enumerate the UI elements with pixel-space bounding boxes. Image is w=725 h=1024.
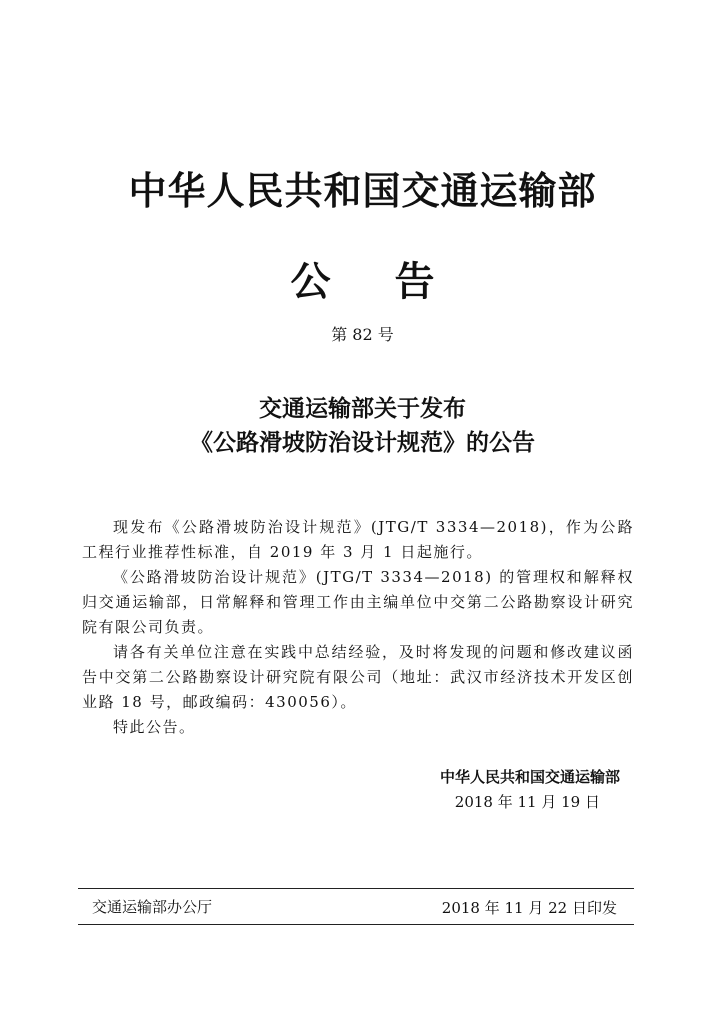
notice-number: 第 82 号 — [331, 325, 394, 344]
notice-title-char-1: 公 — [290, 258, 331, 305]
body-paragraph-4: 特此公告。 — [113, 718, 196, 736]
subject-line-2: 《公路滑坡防治设计规范》的公告 — [190, 429, 535, 456]
notice-title-char-2: 告 — [394, 258, 435, 305]
signature-organization: 中华人民共和国交通运输部 — [439, 768, 620, 786]
body-paragraph-3: 请各有关单位注意在实践中总结经验，及时将发现的问题和修改建议函告中交第二公路勘察设计研究院有限公司（地址：武汉市经济技术开发区创业路 18 号，邮政编码：430056）。 — [82, 643, 634, 711]
signature-date: 2018 年 11 月 19 日 — [454, 793, 600, 811]
notice-title — [0, 250, 725, 307]
body-paragraph-2: 《公路滑坡防治设计规范》(JTG/T 3334—2018) 的管理权和解释权归交通运输部，日常解释和管理工作由主编单位中交第二公路勘察设计研究院有限公司负责。 — [82, 568, 634, 636]
notice-body — [82, 515, 634, 740]
footer-print-date: 2018 年 11 月 22 日印发 — [441, 899, 617, 917]
footer-rule-bottom — [78, 924, 634, 925]
notice-subject — [0, 392, 725, 460]
body-paragraph-1: 现发布《公路滑坡防治设计规范》(JTG/T 3334—2018)，作为公路工程行业推荐性标准，自 2019 年 3 月 1 日起施行。 — [82, 518, 634, 561]
subject-line-1: 交通运输部关于发布 — [259, 395, 466, 422]
footer-rule-top — [78, 888, 634, 889]
organization-title: 中华人民共和国交通运输部 — [128, 168, 597, 213]
footer-issuer: 交通运输部办公厅 — [92, 898, 213, 916]
